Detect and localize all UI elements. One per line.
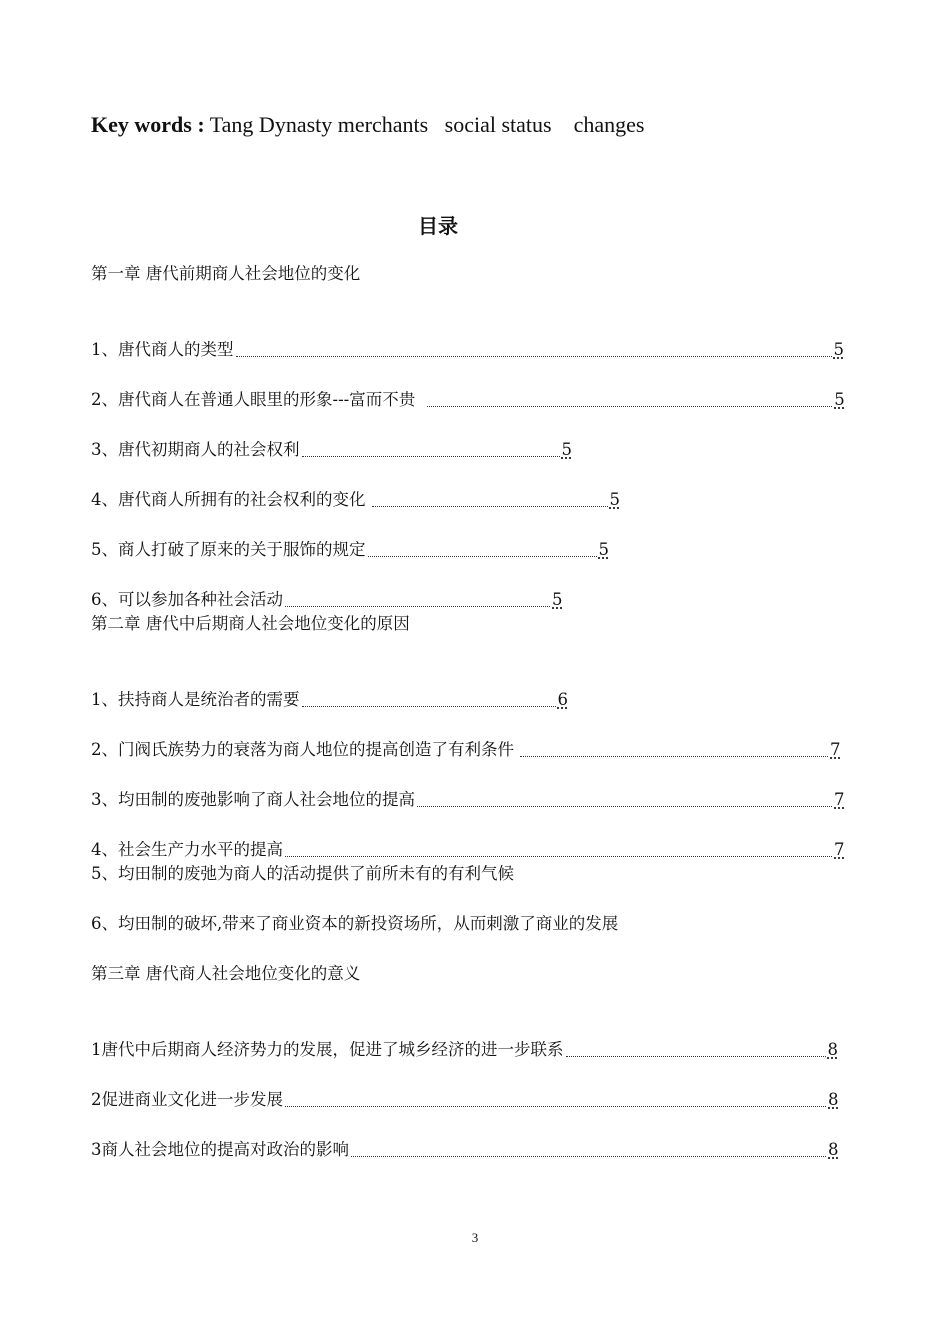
toc-title: 目录	[418, 214, 458, 238]
toc-leader	[368, 556, 597, 557]
toc-leader	[372, 506, 608, 507]
table-of-contents	[91, 262, 861, 1162]
toc-entry[interactable]: 3商人社会地位的提高对政治的影响 8	[91, 1112, 861, 1162]
toc-leader	[285, 606, 550, 607]
toc-leader	[427, 406, 832, 407]
toc-entry[interactable]: 1、扶持商人是统治者的需要 6	[91, 662, 861, 712]
toc-plain-entry[interactable]: 5、均田制的废弛为商人的活动提供了前所未有的有利气候	[91, 864, 514, 883]
toc-page: 6	[557, 690, 568, 709]
toc-page: 8	[828, 1090, 839, 1109]
toc-page: 7	[830, 740, 841, 759]
toc-entry[interactable]: 2、唐代商人在普通人眼里的形象---富而不贵 5	[91, 362, 861, 412]
toc-page: 5	[598, 540, 609, 559]
toc-chapter-2: 第二章 唐代中后期商人社会地位变化的原因	[91, 614, 410, 633]
toc-chapter-1: 第一章 唐代前期商人社会地位的变化	[91, 264, 361, 283]
toc-leader	[236, 356, 832, 357]
toc-leader	[285, 1106, 826, 1107]
toc-page: 7	[834, 840, 845, 859]
toc-page: 8	[828, 1140, 839, 1159]
toc-leader	[566, 1056, 826, 1057]
toc-page: 5	[833, 340, 844, 359]
keywords-text: Tang Dynasty merchants social status changes	[204, 112, 645, 137]
toc-page: 8	[827, 1040, 838, 1059]
toc-leader	[302, 456, 560, 457]
toc-entry[interactable]: 1唐代中后期商人经济势力的发展，促进了城乡经济的进一步联系 8	[91, 1012, 861, 1062]
toc-entry[interactable]: 5、商人打破了原来的关于服饰的规定 5	[91, 512, 861, 562]
toc-leader	[417, 806, 832, 807]
toc-chapter-3: 第三章 唐代商人社会地位变化的意义	[91, 964, 361, 983]
toc-leader	[351, 1156, 826, 1157]
keywords-line	[91, 112, 644, 138]
page-number: 3	[471, 1230, 479, 1245]
toc-entry[interactable]: 4、社会生产力水平的提高 7	[91, 812, 861, 862]
keywords-label: Key words :	[91, 112, 205, 137]
toc-leader	[302, 706, 556, 707]
toc-entry[interactable]: 3、均田制的废弛影响了商人社会地位的提高 7	[91, 762, 861, 812]
toc-leader	[285, 856, 832, 857]
toc-leader	[520, 756, 828, 757]
toc-page: 5	[609, 490, 620, 509]
toc-entry[interactable]: 4、唐代商人所拥有的社会权利的变化 5	[91, 462, 861, 512]
toc-entry[interactable]: 2、门阀氏族势力的衰落为商人地位的提高创造了有利条件 7	[91, 712, 861, 762]
toc-entry[interactable]: 3、唐代初期商人的社会权利 5	[91, 412, 861, 462]
toc-page: 5	[552, 590, 563, 609]
toc-entry[interactable]: 1、唐代商人的类型 5	[91, 312, 861, 362]
toc-plain-entry[interactable]: 6、均田制的破坏,带来了商业资本的新投资场所，从而刺激了商业的发展	[91, 914, 619, 933]
toc-entry[interactable]: 2促进商业文化进一步发展 8	[91, 1062, 861, 1112]
toc-page: 7	[834, 790, 845, 809]
toc-page: 5	[561, 440, 572, 459]
toc-page: 5	[834, 390, 845, 409]
toc-entry[interactable]: 6、可以参加各种社会活动 5	[91, 562, 861, 612]
